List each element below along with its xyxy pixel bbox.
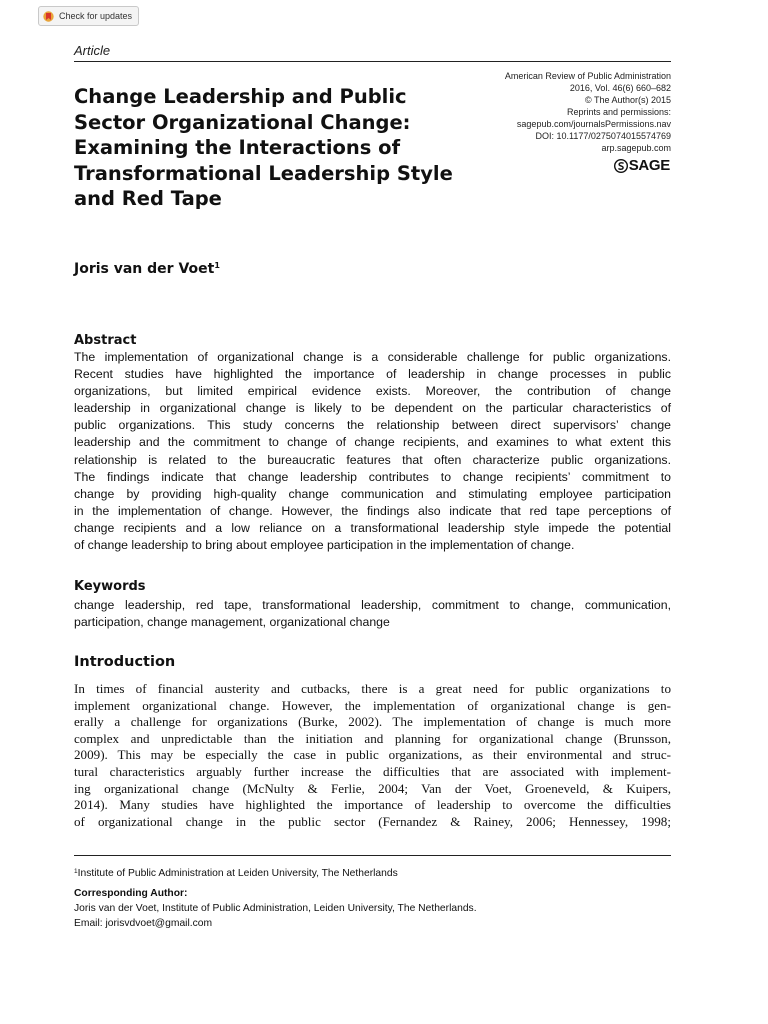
abstract-line: of change leadership to bring about employee participation in the implementation of change.	[74, 538, 575, 553]
affiliation-marker: 1	[214, 261, 220, 270]
abstract-line: The findings indicate that change leadership contributes to change recipients’ commitment to	[74, 469, 671, 484]
abstract-line: in the implementation of change. However, the findings also indicate that red tape perceptions of	[74, 503, 671, 518]
doi-link[interactable]: DOI: 10.1177/0275074015574769	[535, 131, 671, 141]
abstract-body	[74, 349, 671, 554]
abstract-line: change by providing high-quality change communication and stimulating employee participation	[74, 486, 671, 501]
keywords-line: participation, change management, organizational change	[74, 615, 390, 630]
abstract-line: leadership in organizational change is likely to be dependent on the particular characteristics of	[74, 401, 671, 416]
check-for-updates-button[interactable]	[38, 6, 139, 26]
corresponding-author-block	[74, 886, 477, 931]
title-line: Sector Organizational Change:	[74, 110, 411, 134]
intro-line: tural characteristics arguably further increase the difficulties that are associated with implement-	[74, 763, 671, 779]
corresponding-author-address: Joris van der Voet, Institute of Public Administration, Leiden University, The Netherlands.	[74, 903, 477, 914]
corresponding-author-email[interactable]: Email: jorisvdvoet@gmail.com	[74, 918, 213, 929]
journal-name: American Review of Public Administration	[504, 71, 671, 81]
abstract-line: leadership and the commitment to change of change recipients, and examines to what extent this	[74, 435, 671, 450]
abstract-line: relationship is related to the bureaucratic features that often characterize public organizations.	[74, 452, 671, 467]
keywords-list	[74, 597, 671, 631]
copyright-line: © The Author(s) 2015	[584, 95, 671, 105]
reprints-label: Reprints and permissions:	[566, 107, 671, 117]
footnote-marker: 1	[74, 868, 78, 875]
title-line: and Red Tape	[74, 187, 222, 211]
keywords-heading: Keywords	[74, 579, 146, 594]
check-for-updates-label: Check for updates	[59, 11, 133, 21]
intro-line: erally a challenge for organizations (Burke, 2002). The implementation of change is much more	[74, 714, 671, 730]
intro-line: ing organizational change (McNulty & Ferlie, 2004; Van der Voet, Groeneveld, & Kuipers,	[74, 780, 671, 796]
bookmark-update-icon	[43, 10, 54, 23]
author-name-text: Joris van der Voet	[74, 261, 215, 277]
title-line: Transformational Leadership Style	[74, 161, 453, 185]
article-type-label: Article	[74, 43, 111, 58]
journal-volume: 2016, Vol. 46(6) 660–682	[569, 83, 671, 93]
keywords-line: change leadership, red tape, transformational leadership, commitment to change, communication,	[74, 598, 671, 612]
header-rule	[74, 61, 671, 62]
footnote-rule	[74, 855, 671, 856]
abstract-heading: Abstract	[74, 333, 137, 348]
abstract-line: change recipients and a low reliance on a transformational leadership style impede the potential	[74, 520, 671, 535]
affiliation-text: Institute of Public Administration at Leiden University, The Netherlands	[77, 868, 398, 879]
affiliation-footnote	[74, 864, 398, 881]
introduction-heading: Introduction	[74, 654, 176, 670]
author-name	[74, 261, 220, 277]
intro-line: In times of financial austerity and cutbacks, there is a great need for public organizations to	[74, 681, 671, 696]
intro-line: complex and unpredictable than the initiation and planning for organizational change (Brunsson,	[74, 730, 671, 746]
journal-metadata	[505, 70, 671, 154]
abstract-line: Recent studies have highlighted the importance of leadership in change processes in public	[74, 367, 671, 382]
abstract-line: organizations, but limited empirical evidence exists. Moreover, the contribution of change	[74, 384, 671, 399]
corresponding-author-label: Corresponding Author:	[74, 888, 188, 899]
title-line: Change Leadership and Public	[74, 85, 407, 108]
publisher-logo	[614, 157, 670, 174]
publisher-name: SAGE	[628, 157, 670, 174]
intro-line: 2014). Many studies have highlighted the importance of leadership to overcome the difficulties	[74, 797, 671, 813]
abstract-line: The implementation of organizational change is a considerable challenge for public organizations.	[74, 350, 671, 364]
intro-line: 2009). This may be especially the case in public organizations, as their environmental and struc-	[74, 747, 671, 763]
introduction-body	[74, 681, 671, 830]
article-title	[74, 84, 494, 212]
journal-site-link[interactable]: arp.sagepub.com	[601, 143, 671, 153]
abstract-line: public organizations. This study concerns the relationship between direct supervisors’ change	[74, 418, 671, 433]
sage-logo-icon	[614, 159, 628, 173]
title-line: Examining the Interactions of	[74, 136, 401, 160]
intro-line: of organizational change in the public sector (Fernandez & Rainey, 2006; Hennessey, 1998;	[74, 813, 671, 829]
permissions-link[interactable]: sagepub.com/journalsPermissions.nav	[516, 119, 671, 129]
intro-line: implement organizational change. However, the implementation of organizational change is gen-	[74, 697, 671, 713]
